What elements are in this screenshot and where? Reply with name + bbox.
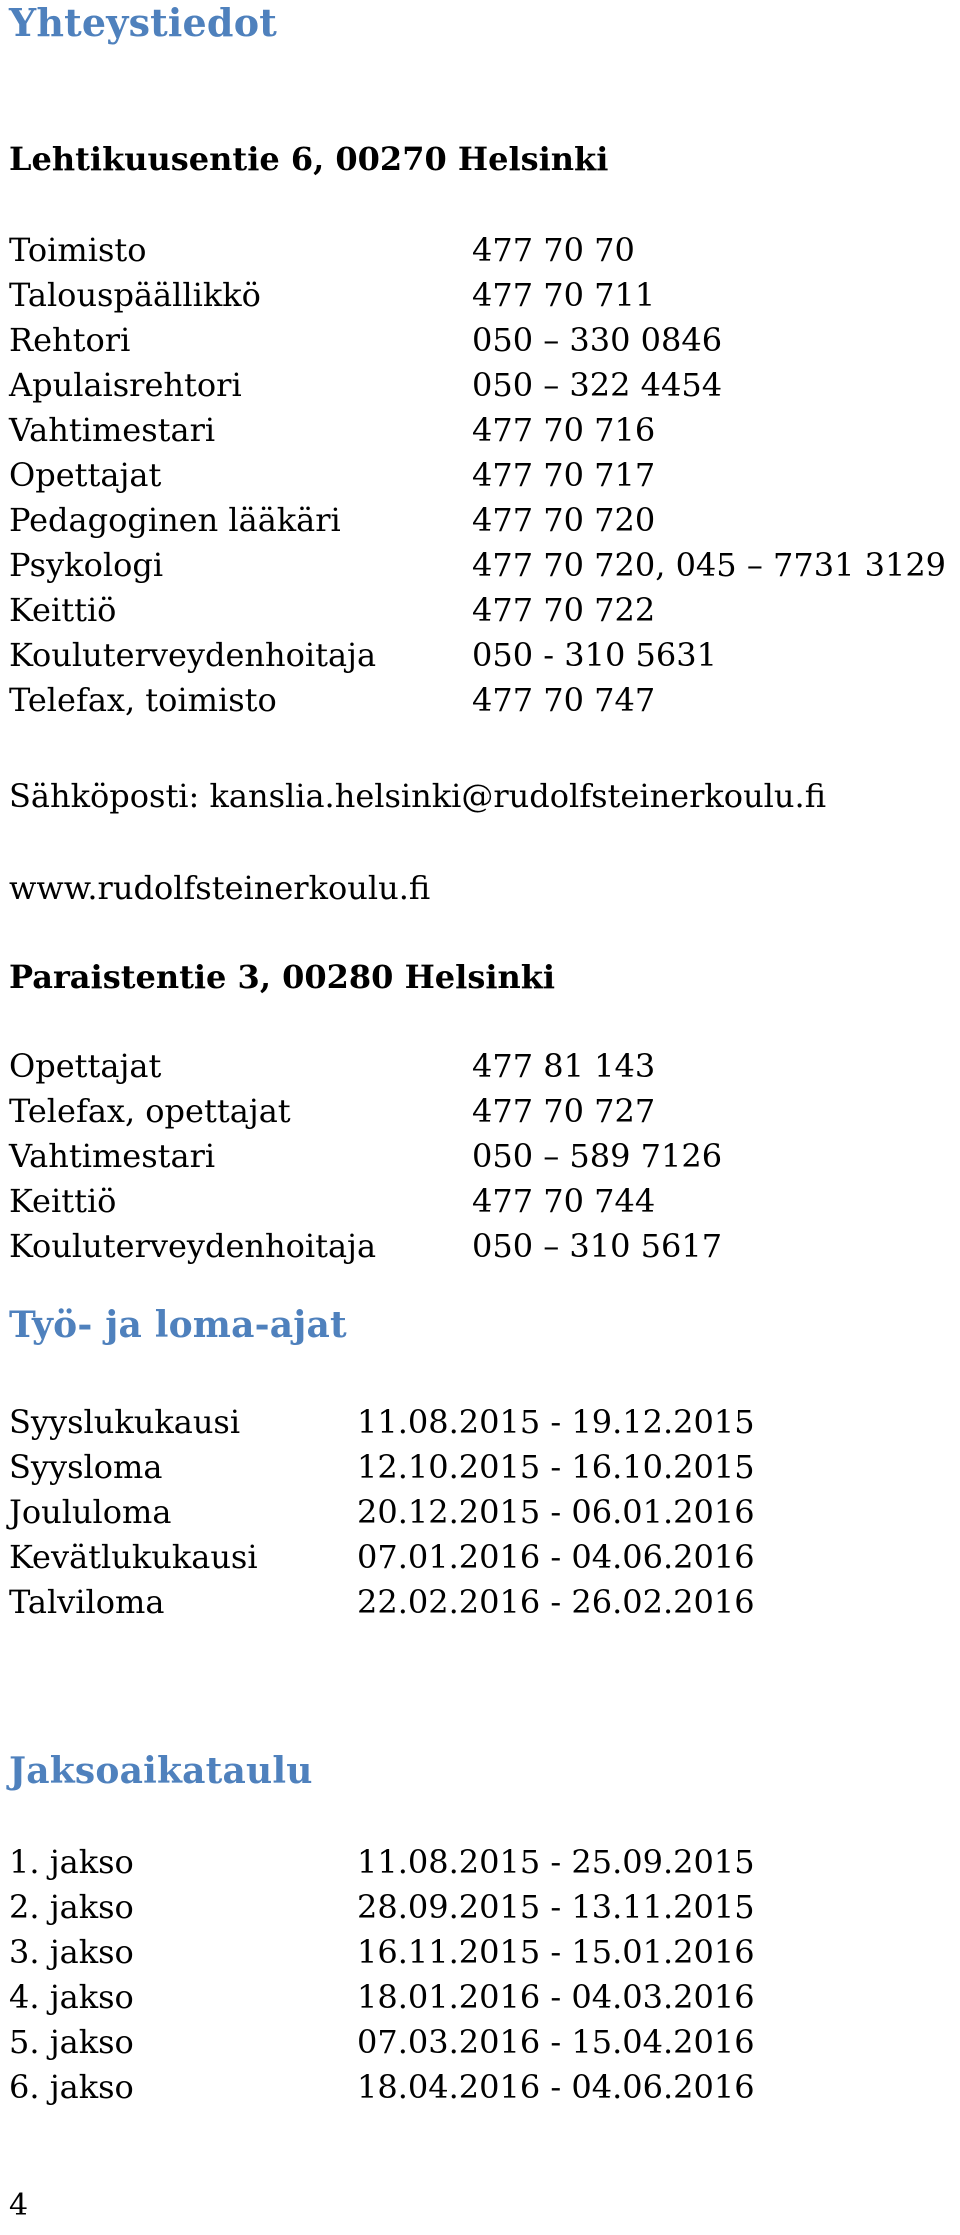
work-times-heading: Työ- ja loma-ajat	[9, 1304, 347, 1346]
schedule-label: Syysloma	[9, 1448, 163, 1486]
period-dates: 16.11.2015 - 15.01.2016	[357, 1933, 755, 1971]
schedule-label: Talviloma	[9, 1583, 165, 1621]
period-label: 3. jakso	[9, 1933, 134, 1971]
contact-phone: 477 70 720, 045 – 7731 3129	[472, 546, 947, 584]
contact-phone: 050 – 589 7126	[472, 1137, 723, 1175]
period-dates: 18.01.2016 - 04.03.2016	[357, 1978, 755, 2016]
period-dates: 28.09.2015 - 13.11.2015	[357, 1888, 755, 1926]
contact-phone: 477 70 717	[472, 456, 656, 494]
schedule-dates: 11.08.2015 - 19.12.2015	[357, 1403, 755, 1441]
schedule-label: Kevätlukukausi	[9, 1538, 258, 1576]
contact-label: Rehtori	[9, 321, 131, 359]
contact-label: Opettajat	[9, 456, 162, 494]
contact-label: Keittiö	[9, 1182, 117, 1220]
schedule-dates: 20.12.2015 - 06.01.2016	[357, 1493, 755, 1531]
contact-phone: 477 70 716	[472, 411, 656, 449]
contact-phone: 477 70 744	[472, 1182, 656, 1220]
contact-label: Talouspäällikkö	[9, 276, 261, 314]
schedule-dates: 07.01.2016 - 04.06.2016	[357, 1538, 755, 1576]
schedule-label: Joululoma	[9, 1493, 172, 1531]
email-line: Sähköposti: kanslia.helsinki@rudolfsteinerkoulu.fi	[9, 777, 827, 815]
page-number: 4	[9, 2188, 29, 2223]
address-heading-paraistentie: Paraistentie 3, 00280 Helsinki	[9, 958, 556, 996]
contact-label: Opettajat	[9, 1047, 162, 1085]
contact-label: Kouluterveydenhoitaja	[9, 636, 377, 674]
contact-phone: 477 70 70	[472, 231, 635, 269]
contact-label: Psykologi	[9, 546, 164, 584]
contact-phone: 050 – 330 0846	[472, 321, 723, 359]
contact-phone: 477 70 711	[472, 276, 656, 314]
period-schedule-heading: Jaksoaikataulu	[9, 1750, 313, 1792]
contact-phone: 477 70 722	[472, 591, 656, 629]
period-dates: 07.03.2016 - 15.04.2016	[357, 2023, 755, 2061]
contact-phone: 477 70 720	[472, 501, 656, 539]
schedule-label: Syyslukukausi	[9, 1403, 241, 1441]
contact-label: Vahtimestari	[9, 1137, 216, 1175]
period-label: 6. jakso	[9, 2068, 134, 2106]
contact-label: Apulaisrehtori	[9, 366, 242, 404]
page-title: Yhteystiedot	[9, 0, 277, 45]
period-label: 4. jakso	[9, 1978, 134, 2016]
contact-phone: 477 70 747	[472, 681, 656, 719]
contact-label: Pedagoginen lääkäri	[9, 501, 341, 539]
website-link[interactable]: www.rudolfsteinerkoulu.fi	[9, 869, 431, 907]
contact-phone: 050 – 310 5617	[472, 1227, 723, 1265]
contact-phone: 050 - 310 5631	[472, 636, 717, 674]
contact-phone: 050 – 322 4454	[472, 366, 723, 404]
contact-label: Vahtimestari	[9, 411, 216, 449]
period-label: 1. jakso	[9, 1843, 134, 1881]
contact-phone: 477 81 143	[472, 1047, 656, 1085]
contact-phone: 477 70 727	[472, 1092, 656, 1130]
contact-label: Telefax, toimisto	[9, 681, 277, 719]
period-label: 2. jakso	[9, 1888, 134, 1926]
schedule-dates: 12.10.2015 - 16.10.2015	[357, 1448, 755, 1486]
address-heading-lehtikuusentie: Lehtikuusentie 6, 00270 Helsinki	[9, 140, 609, 178]
contact-label: Keittiö	[9, 591, 117, 629]
period-label: 5. jakso	[9, 2023, 134, 2061]
period-dates: 11.08.2015 - 25.09.2015	[357, 1843, 755, 1881]
period-dates: 18.04.2016 - 04.06.2016	[357, 2068, 755, 2106]
contact-label: Kouluterveydenhoitaja	[9, 1227, 377, 1265]
schedule-dates: 22.02.2016 - 26.02.2016	[357, 1583, 755, 1621]
contact-label: Telefax, opettajat	[9, 1092, 291, 1130]
contact-label: Toimisto	[9, 231, 147, 269]
